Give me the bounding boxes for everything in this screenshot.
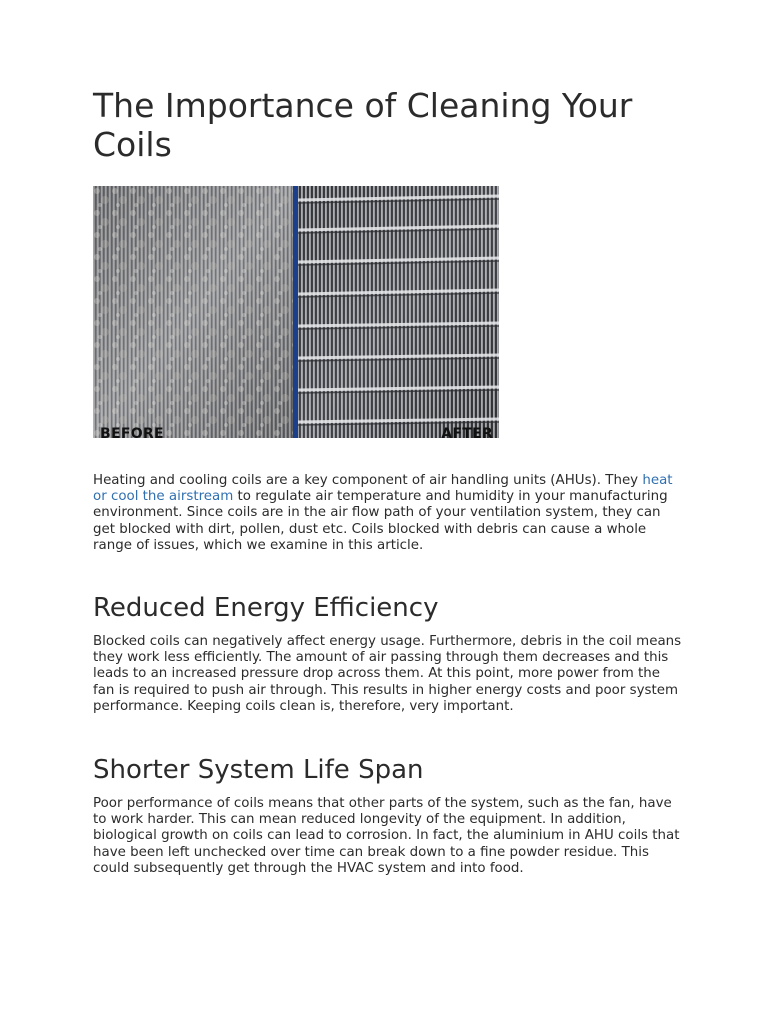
after-label: AFTER xyxy=(441,426,493,438)
before-after-coil-photo xyxy=(93,186,499,438)
section-heading-energy-efficiency: Reduced Energy Efficiency xyxy=(93,593,439,623)
heat-or-cool-airstream-link[interactable]: heat or cool the airstream xyxy=(93,473,673,505)
intro-paragraph xyxy=(93,473,683,554)
section-body-energy-efficiency: Blocked coils can negatively affect energy usage. Furthermore, debris in the coil means they work less efficiently. The amount of air passing through them decreases and this leads to an increased pressure drop across them. At this point, more power from the fan is required to push air through. This results in higher energy costs and poor system performance. Keeping coils clean is, therefore, very important. xyxy=(93,634,682,714)
article-title: The Importance of Cleaning Your Coils xyxy=(93,86,633,164)
intro-text-start: Heating and cooling coils are a key component of air handling units (AHUs). They xyxy=(93,473,643,488)
section-heading-life-span: Shorter System Life Span xyxy=(93,755,424,785)
section-body-life-span: Poor performance of coils means that other parts of the system, such as the fan, have to work harder. This can mean reduced longevity of the equipment. In addition, biological growth on coils can lead to corrosion. In fact, the aluminium in AHU coils that have been left unchecked over time can break down to a fine powder residue. This could subsequently get through the HVAC system and into food. xyxy=(93,796,680,876)
intro-text-end: to regulate air temperature and humidity in your manufacturing environment. Since coils are in the air flow path of your ventilation system, they can get blocked with dirt, pollen, dust etc. Coils blocked with debris can cause a whole range of issues, which we examine in this article. xyxy=(93,489,668,553)
before-label: BEFORE xyxy=(100,426,164,438)
